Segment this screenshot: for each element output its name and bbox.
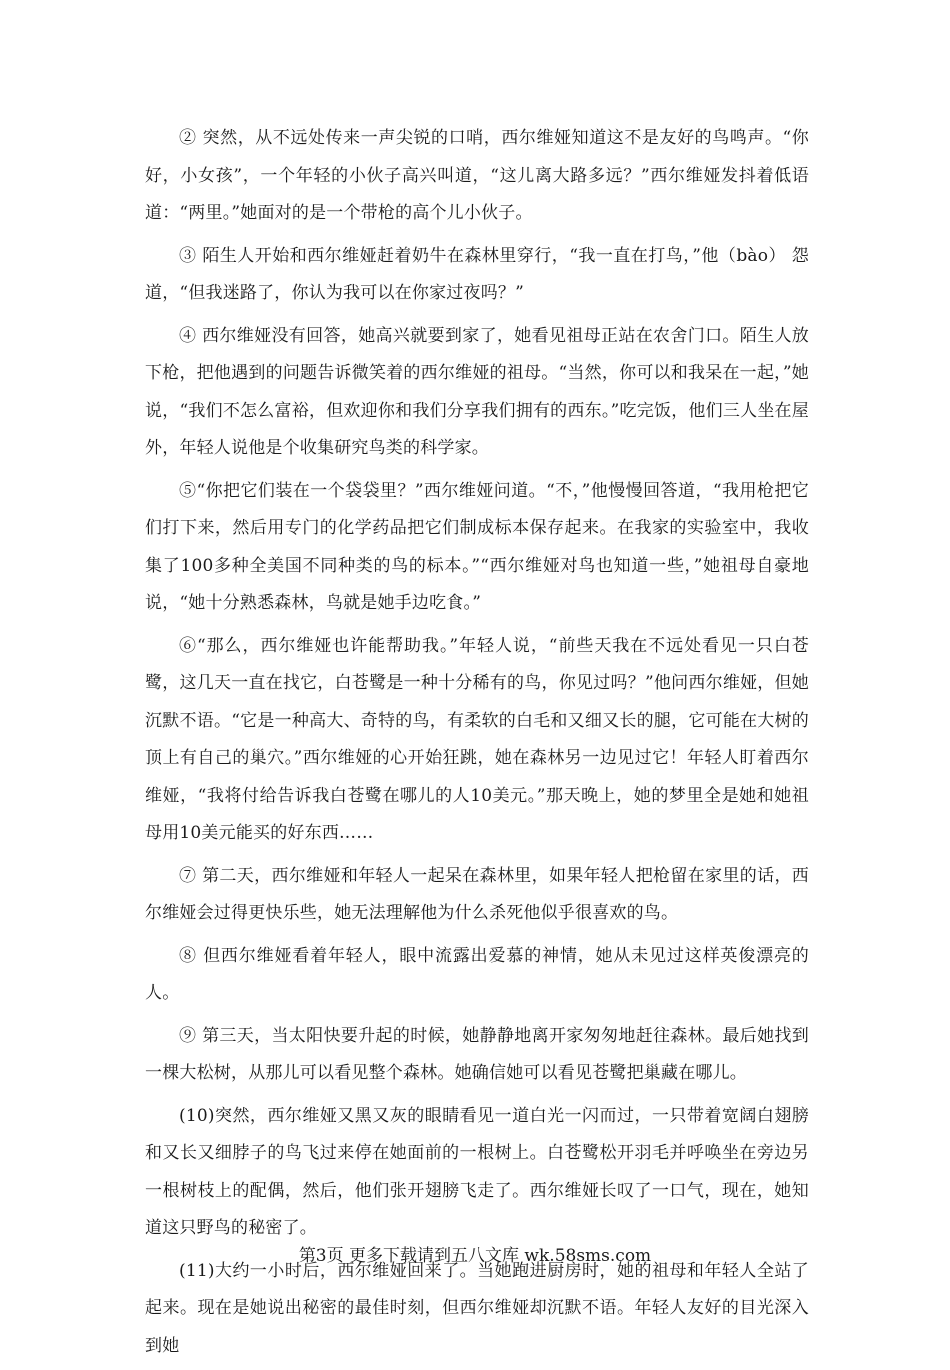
paragraph-10: (10)突然，西尔维娅又黑又灰的眼睛看见一道白光一闪而过，一只带着宽阔白翅膀和又长又细脖子的鸟飞过来停在她面前的一根树上。白苍鹭松开羽毛并呼唤坐在旁边另一根树枝上的配偶，然后，他们张开翅膀飞走了。西尔维娅长叹了一口气，现在，她知道这只野鸟的秘密了。 — [145, 1105, 809, 1238]
paragraph-9: ⑨ 第三天，当太阳快要升起的时候，她静静地离开家匆匆地赶往森林。最后她找到一棵大松树，从那儿可以看见整个森林。她确信她可以看见苍鹭把巢藏在哪儿。 — [145, 1025, 809, 1083]
paragraph-7: ⑦ 第二天，西尔维娅和年轻人一起呆在森林里，如果年轻人把枪留在家里的话，西尔维娅会过得更快乐些，她无法理解他为什么杀死他似乎很喜欢的鸟。 — [145, 865, 809, 923]
page-footer: 第3页 更多下载请到五八文库 wk.58sms.com — [298, 1246, 652, 1266]
article-body — [145, 120, 809, 1370]
paragraph-8: ⑧ 但西尔维娅看着年轻人，眼中流露出爱慕的神情，她从未见过这样英俊漂亮的人。 — [145, 945, 809, 1003]
paragraph-2: ② 突然，从不远处传来一声尖锐的口哨，西尔维娅知道这不是友好的鸟鸣声。“你好，小女孩”，一个年轻的小伙子高兴叫道，“这儿离大路多远？”西尔维娅发抖着低语道：“两里。”她面对的是一个带枪的高个儿小伙子。 — [145, 128, 809, 223]
paragraph-4: ④ 西尔维娅没有回答，她高兴就要到家了，她看见祖母正站在农舍门口。陌生人放下枪，把他遇到的问题告诉微笑着的西尔维娅的祖母。“当然，你可以和我呆在一起，”她说，“我们不怎么富裕，但欢迎你和我们分享我们拥有的西东。”吃完饭，他们三人坐在屋外，年轻人说他是个收集研究鸟类的科学家。 — [145, 325, 809, 458]
paragraph-6: ⑥“那么，西尔维娅也许能帮助我。”年轻人说，“前些天我在不远处看见一只白苍鹭，这几天一直在找它，白苍鹭是一种十分稀有的鸟，你见过吗？”他问西尔维娅，但她沉默不语。“它是一种高大、奇特的鸟，有柔软的白毛和又细又长的腿，它可能在大树的顶上有自己的巢穴。”西尔维娅的心开始狂跳，她在森林另一边见过它！年轻人盯着西尔维娅，“我将付给告诉我白苍鹭在哪儿的人10美元。”那天晚上，她的梦里全是她和她祖母用10美元能买的好东西…… — [145, 635, 809, 843]
paragraph-3: ③ 陌生人开始和西尔维娅赶着奶牛在森林里穿行，“我一直在打鸟，”他（bào） 怨道，“但我迷路了，你认为我可以在你家过夜吗？” — [145, 245, 809, 303]
paragraph-5: ⑤“你把它们装在一个袋袋里？”西尔维娅问道。“不，”他慢慢回答道，“我用枪把它们打下来，然后用专门的化学药品把它们制成标本保存起来。在我家的实验室中，我收集了100多种全美国不同种类的鸟的标本。”“西尔维娅对鸟也知道一些，”她祖母自豪地说，“她十分熟悉森林，鸟就是她手边吃食。” — [145, 480, 809, 613]
paragraph-11: (11)大约一小时后，西尔维娅回来了。当她跑进厨房时，她的祖母和年轻人全站了起来。现在是她说出秘密的最佳时刻，但西尔维娅却沉默不语。年轻人友好的目光深入到她 — [145, 1260, 809, 1356]
